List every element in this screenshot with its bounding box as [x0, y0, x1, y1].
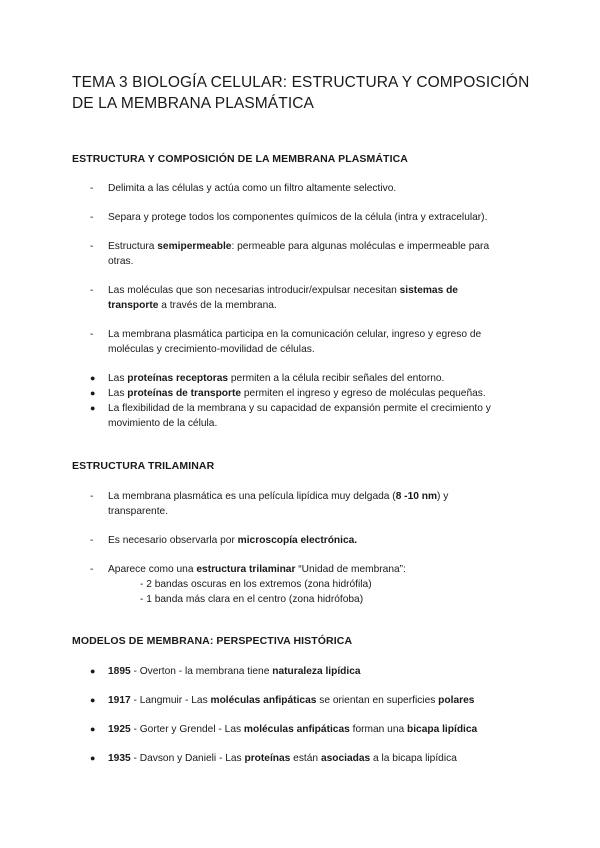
item-text: Es necesario observarla por microscopía electrónica. [108, 535, 358, 546]
sub-item: - 2 bandas oscuras en los extremos (zona hidrófila) [140, 579, 372, 590]
title-line-2: DE LA MEMBRANA PLASMÁTICA [72, 95, 314, 112]
item-text: La membrana plasmática participa en la comunicación celular, ingreso y egreso de moléculas y crecimiento-movilidad de células. [108, 329, 482, 355]
item-text: Estructura semipermeable: permeable para algunas moléculas e impermeable para otras. [108, 241, 490, 267]
dash-marker: - [90, 535, 94, 546]
bold-term: moléculas anfipáticas [243, 724, 350, 735]
bold-term: moléculas anfipáticas [210, 695, 317, 706]
bullet-icon: ● [90, 666, 96, 676]
bold-term: transporte [108, 300, 159, 311]
year: 1925 [108, 724, 131, 735]
section-heading-structure: ESTRUCTURA Y COMPOSICIÓN DE LA MEMBRANA PLASMÁTICA [72, 153, 408, 165]
dash-marker: - [90, 241, 94, 252]
bullet-icon: ● [90, 724, 96, 734]
bold-term: asociadas [320, 753, 371, 764]
bold-term: proteínas de transporte [127, 388, 242, 399]
bold-term: naturaleza lipídica [272, 666, 361, 677]
bold-term: proteínas [244, 753, 291, 764]
bold-term: bicapa lipídica [407, 724, 478, 735]
item-text: 1895 - Overton - la membrana tiene naturaleza lipídica [108, 666, 361, 677]
item-text: La membrana plasmática es una película lipídica muy delgada (8 -10 nm) y transparente. [108, 491, 449, 517]
bold-term: microscopía electrónica. [237, 535, 358, 546]
section-heading-trilaminar: ESTRUCTURA TRILAMINAR [72, 460, 215, 472]
item-text: Las moléculas que son necesarias introducir/expulsar necesitan sistemas de transporte a través de la membrana. [108, 285, 458, 311]
dash-marker: - [90, 285, 94, 296]
bullet-icon: ● [90, 373, 96, 383]
item-text: Aparece como una estructura trilaminar “Unidad de membrana”: [108, 564, 406, 575]
year: 1895 [108, 666, 131, 677]
section-heading-models: MODELOS DE MEMBRANA: PERSPECTIVA HISTÓRICA [72, 635, 353, 647]
item-text: 1917 - Langmuir - Las moléculas anfipáticas se orientan en superficies polares [108, 695, 475, 706]
bullet-icon: ● [90, 403, 96, 413]
bold-term: 8 -10 nm [395, 491, 438, 502]
item-text: 1935 - Davson y Danieli - Las proteínas están asociadas a la bicapa lipídica [108, 753, 457, 764]
bold-term: semipermeable [157, 241, 232, 252]
item-text: Separa y protege todos los componentes químicos de la célula (intra y extracelular). [108, 212, 488, 223]
item-text: Las proteínas receptoras permiten a la célula recibir señales del entorno. [108, 373, 445, 384]
bullet-icon: ● [90, 695, 96, 705]
title-line-1: TEMA 3 BIOLOGÍA CELULAR: ESTRUCTURA Y COMPOSICIÓN [72, 74, 530, 91]
dash-marker: - [90, 329, 94, 340]
bold-term: proteínas receptoras [127, 373, 229, 384]
bold-term: polares [438, 695, 475, 706]
dash-marker: - [90, 183, 94, 194]
bullet-icon: ● [90, 388, 96, 398]
year: 1935 [108, 753, 131, 764]
bold-term: sistemas de [399, 285, 458, 296]
item-text: La flexibilidad de la membrana y su capacidad de expansión permite el crecimiento y movimiento de la célula. [108, 403, 491, 429]
bullet-icon: ● [90, 753, 96, 763]
dash-marker: - [90, 564, 94, 575]
item-text: Las proteínas de transporte permiten el ingreso y egreso de moléculas pequeñas. [108, 388, 486, 399]
dash-marker: - [90, 212, 94, 223]
item-text: Delimita a las células y actúa como un filtro altamente selectivo. [108, 183, 397, 194]
page-title [72, 72, 542, 114]
year: 1917 [108, 695, 131, 706]
bold-term: estructura trilaminar [196, 564, 296, 575]
dash-marker: - [90, 491, 94, 502]
item-text: 1925 - Gorter y Grendel - Las moléculas anfipáticas forman una bicapa lipídica [108, 724, 478, 735]
sub-item: - 1 banda más clara en el centro (zona hidrófoba) [140, 594, 364, 605]
